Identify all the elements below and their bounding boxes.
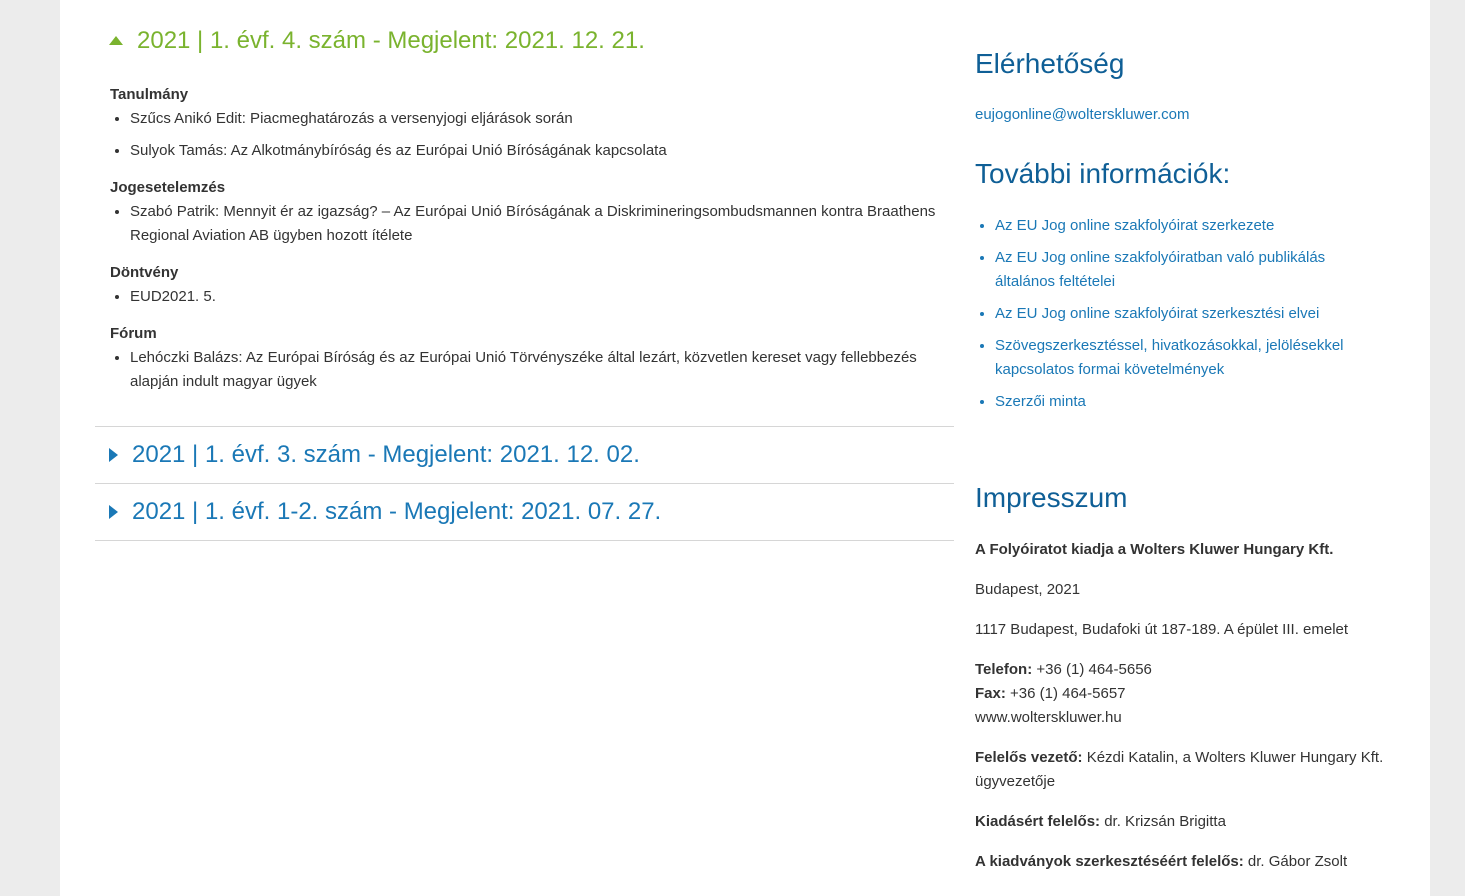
phone-value: +36 (1) 464-5656 <box>1032 661 1152 678</box>
leader-label: Felelős vezető: <box>975 749 1083 766</box>
editor-value: dr. Gábor Zsolt <box>1243 853 1348 870</box>
info-link[interactable]: Az EU Jog online szakfolyóiratban való publikálás általános feltételei <box>995 249 1326 290</box>
issue-content <box>95 86 954 394</box>
triangle-right-icon <box>109 505 118 519</box>
list-item: • Szabó Patrik: Mennyit ér az igazság? – Az Európai Unió Bíróságának a Diskrimineringsombudsmannen kontra Braathens Regional Aviation AB ügyben hozott ítélete <box>130 200 954 248</box>
section-title-forum: Fórum <box>110 325 157 342</box>
list-item <box>995 390 1385 414</box>
info-link[interactable]: Az EU Jog online szakfolyóirat szerkezete <box>995 217 1275 234</box>
publisher-text: A Folyóiratot kiadja a Wolters Kluwer Hungary Kft. <box>975 541 1334 558</box>
issue-title: 2021 | 1. évf. 4. szám - Megjelent: 2021. 12. 21. <box>137 27 645 54</box>
list-item <box>995 246 1385 294</box>
publisher-resp-label: Kiadásért felelős: <box>975 813 1101 830</box>
impressum-content <box>975 538 1385 874</box>
section-title-tanulmany: Tanulmány <box>110 86 189 103</box>
contact-heading: Elérhetőség <box>975 48 1125 79</box>
info-link[interactable]: Szövegszerkesztéssel, hivatkozásokkal, jelölésekkel kapcsolatos formai követelmények <box>995 337 1344 378</box>
section-list <box>95 200 954 248</box>
address: 1117 Budapest, Budafoki út 187-189. A épület III. emelet <box>975 621 1349 638</box>
issue-row <box>95 483 954 541</box>
fax-label: Fax: <box>975 685 1006 702</box>
info-link[interactable]: Szerzői minta <box>995 393 1086 410</box>
email-link[interactable]: eujogonline@wolterskluwer.com <box>975 106 1190 123</box>
list-item <box>995 302 1385 326</box>
website: www.wolterskluwer.hu <box>975 709 1122 726</box>
list-item <box>995 334 1385 382</box>
list-item: • EUD2021. 5. <box>130 285 954 309</box>
issue-row <box>95 426 954 483</box>
issues-column <box>95 0 954 541</box>
section-title-jogesetelemzes: Jogesetelemzés <box>110 179 226 196</box>
list-item: • Lehóczki Balázs: Az Európai Bíróság és az Európai Unió Törvényszéke által lezárt, közvetlen kereset vagy fellebbezés alapján indult magyar ügyek <box>130 346 954 394</box>
sidebar <box>975 0 1385 874</box>
issue-title: 2021 | 1. évf. 1-2. szám - Megjelent: 2021. 07. 27. <box>132 498 662 525</box>
issue-toggle-open[interactable] <box>95 0 954 82</box>
section-list <box>95 285 954 309</box>
issue-title: 2021 | 1. évf. 3. szám - Megjelent: 2021. 12. 02. <box>132 441 640 468</box>
triangle-right-icon <box>109 448 118 462</box>
section-list <box>95 107 954 163</box>
issue-toggle[interactable] <box>95 484 954 540</box>
city-year: Budapest, 2021 <box>975 581 1081 598</box>
list-item: • Szűcs Anikó Edit: Piacmeghatározás a versenyjogi eljárások során <box>130 107 954 131</box>
section-title-dontveny: Döntvény <box>110 264 179 281</box>
list-item <box>995 214 1385 238</box>
editor-label: A kiadványok szerkesztéséért felelős: <box>975 853 1244 870</box>
phone-label: Telefon: <box>975 661 1033 678</box>
triangle-up-icon <box>109 36 123 45</box>
section-list <box>95 346 954 394</box>
publisher-resp-value: dr. Krizsán Brigitta <box>1100 813 1226 830</box>
info-link[interactable]: Az EU Jog online szakfolyóirat szerkesztési elvei <box>995 305 1320 322</box>
more-info-list <box>975 214 1385 414</box>
more-info-heading: További információk: <box>975 158 1231 189</box>
impressum-heading: Impresszum <box>975 482 1128 513</box>
issue-toggle[interactable] <box>95 427 954 483</box>
list-item: • Sulyok Tamás: Az Alkotmánybíróság és az Európai Unió Bíróságának kapcsolata <box>130 139 954 163</box>
fax-value: +36 (1) 464-5657 <box>1005 685 1126 702</box>
page-container <box>60 0 1430 896</box>
leader-value: Kézdi Katalin, a Wolters Kluwer Hungary Kft. ügyvezetője <box>975 749 1384 790</box>
